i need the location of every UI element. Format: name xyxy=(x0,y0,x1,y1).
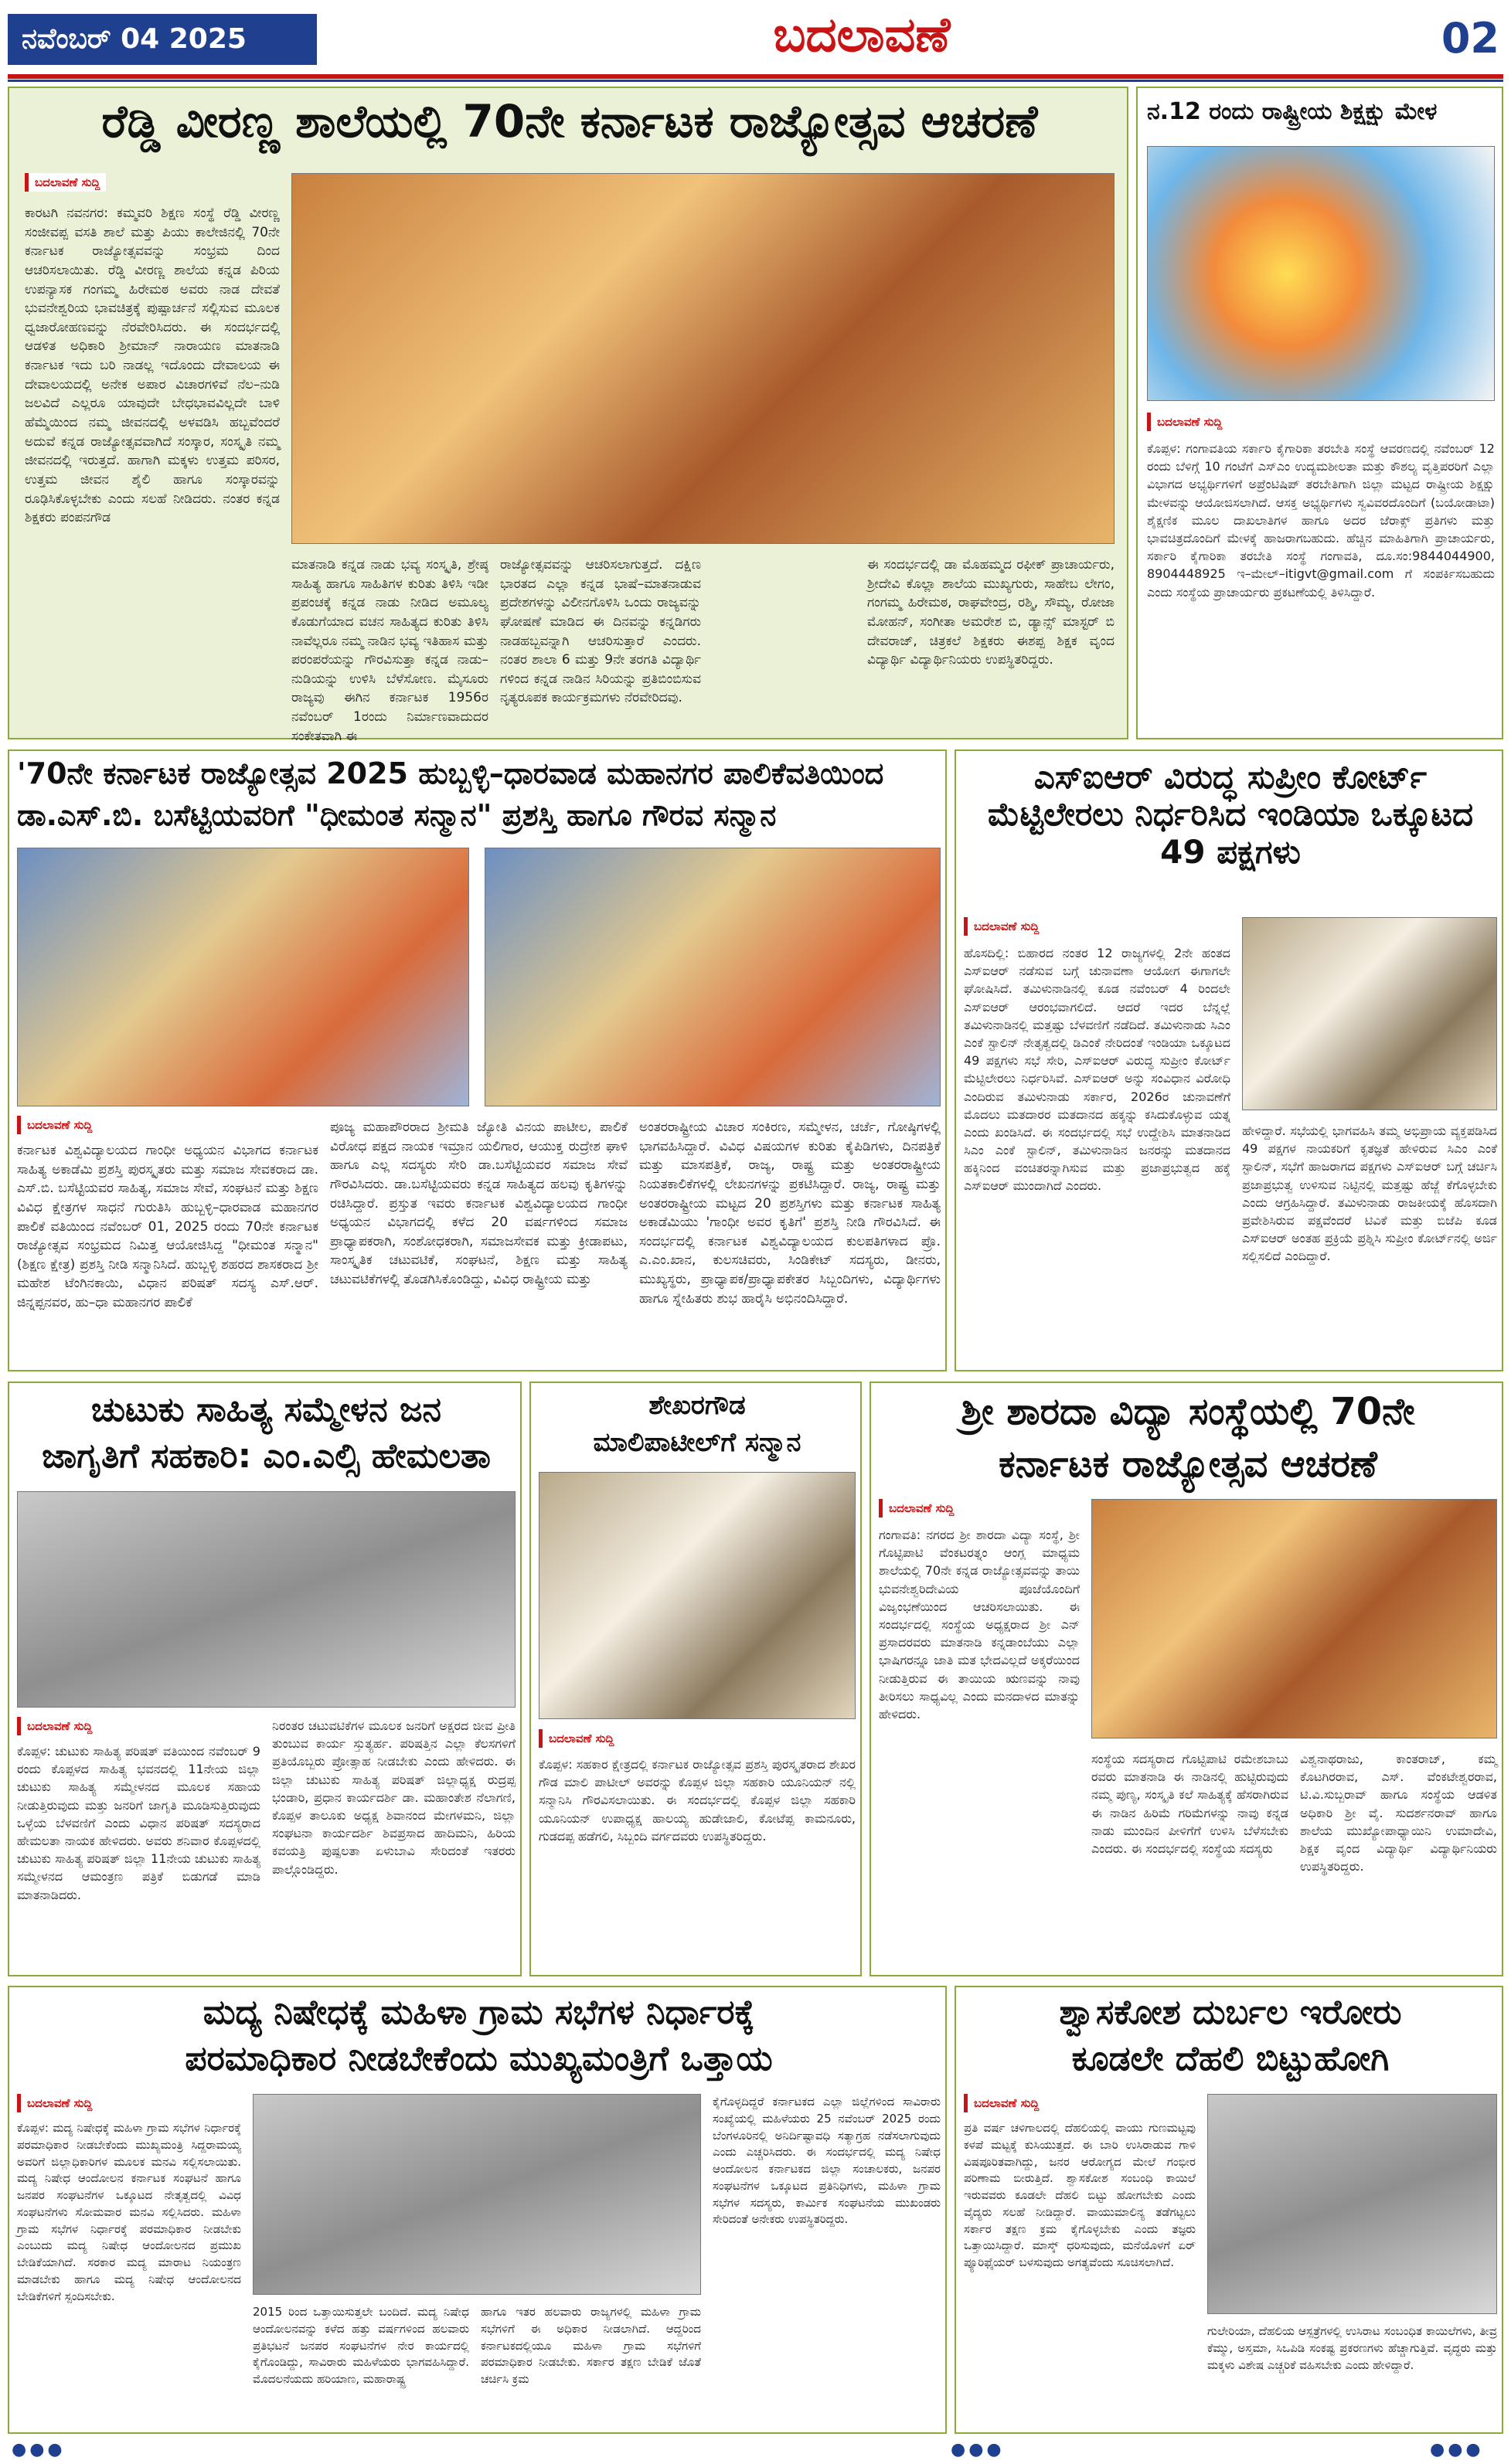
article-delhi-pollution xyxy=(955,1986,1503,2434)
article-headline: ರೆಡ್ಡಿ ವೀರಣ್ಣ ಶಾಲೆಯಲ್ಲಿ 70ನೇ ಕರ್ನಾಟಕ ರಾಜ್ಯೋತ್ಸವ ಆಚರಣೆ xyxy=(101,95,1038,148)
article-sharada-vidya xyxy=(870,1382,1503,1976)
article-column: ಗಂಗಾವತಿ: ನಗರದ ಶ್ರೀ ಶಾರದಾ ವಿದ್ಯಾ ಸಂಸ್ಥೆ, ಶ್ರೀ ಗೊಟ್ಟಿಪಾಟಿ ವೆಂಕಟರತ್ನಂ ಆಂಗ್ಲ ಮಾಧ್ಯಮ ಶಾಲೆಯಲ್ಲಿ 70ನೇ ಕನ್ನಡ ರಾಜ್ಯೋತ್ಸವವನ್ನು ತಾಯಿ ಭುವನೇಶ್ವರಿದೇವಿಯ ಪೂಜೆಯೊಂದಿಗೆ ವಿಜೃಂಭಣೆಯಿಂದ ಆಚರಿಸಲಾಯಿತು. ಈ ಸಂದರ್ಭದಲ್ಲಿ ಸಂಸ್ಥೆಯ ಅಧ್ಯಕ್ಷರಾದ ಶ್ರೀ ಎನ್ ಪ್ರಸಾದರವರು ಮಾತನಾಡಿ ಕನ್ನಡಾಂಬೆಯು ಎಲ್ಲಾ ಭಾಷಿಗರನ್ನೂ ಜಾತಿ ಮತ ಭೇದವಿಲ್ಲದೆ ಅಕ್ಕರೆಯಿಂದ ನೀಡುತ್ತಿರುವ ಈ ತಾಯಿಯ ಋಣವನ್ನು ನಾವು ತೀರಿಸಲು ಸಾಧ್ಯವಿಲ್ಲ ಎಂದು ಮನದಾಳದ ಮಾತನ್ನು ಹೇಳಿದರು. xyxy=(879,1528,1080,1721)
article-headline: ಡಾ.ಎಸ್.ಬಿ. ಬಸೆಟ್ಟಿಯವರಿಗೆ "ಧೀಮಂತ ಸನ್ಮಾನ" ಪ್ರಶಸ್ತಿ ಹಾಗೂ ಗೌರವ ಸನ್ಮಾನ xyxy=(17,798,777,832)
article-headline: ನ.12 ರಂದು ರಾಷ್ಟ್ರೀಯ ಶಿಕ್ಷಕ್ಷು ಮೇಳ xyxy=(1147,98,1438,125)
article-column: ಕರ್ನಾಟಕ ವಿಶ್ವವಿದ್ಯಾಲಯದ ಗಾಂಧೀ ಅಧ್ಯಯನ ವಿಭಾಗದ ಕರ್ನಾಟಕ ಸಾಹಿತ್ಯ ಅಕಾಡೆಮಿ ಪ್ರಶಸ್ತಿ ಪುರಸ್ಕೃತರು ಮತ್ತು ಸಮಾಜ ಸೇವಕರಾದ ಡಾ. ಎಸ್.ಬಿ. ಬಸೆಟ್ಟಿಯವರ ಸಾಹಿತ್ಯ, ಸಮಾಜ ಸೇವೆ, ಸಂಘಟನೆ ಮತ್ತು ಶಿಕ್ಷಣ ವಿವಿಧ ಕ್ಷೇತ್ರಗಳ ಸಾಧನೆ ಗುರುತಿಸಿ ಹುಬ್ಬಳ್ಳಿ–ಧಾರವಾಡ ಮಹಾನಗರ ಪಾಲಿಕೆ ವತಿಯಿಂದ ನವೆಂಬರ್ 01, 2025 ರಂದು 70ನೇ ಕರ್ನಾಟಕ ರಾಜ್ಯೋತ್ಸವ ಸಂಭ್ರಮದ ನಿಮಿತ್ತ ಆಯೋಜಿಸಿದ್ದ "ಧೀಮಂತ ಸನ್ಮಾನ"(ಶಿಕ್ಷಣ ಕ್ಷೇತ್ರ) ಪ್ರಶಸ್ತಿ ನೀಡಿ ಸನ್ಮಾನಿಸಿದೆ. ಹುಬ್ಬಳ್ಳಿ ಶಹರದ ಶಾಸಕರಾದ ಶ್ರೀ ಮಹೇಶ ಟೆಂಗಿನಕಾಯಿ, ವಿಧಾನ ಪರಿಷತ್ ಸದಸ್ಯ ಎಸ್.ಆರ್. ಜಿನ್ನಪ್ಪನವರ, ಹು–ಧಾ ಮಹಾನಗರ ಪಾಲಿಕೆ xyxy=(17,1143,318,1311)
byline: ಬದಲಾವಣೆ ಸುದ್ದಿ xyxy=(17,1717,98,1735)
masthead-rule-secondary xyxy=(8,80,1503,82)
article-column: ನಿರಂತರ ಚಟುವಟಿಕೆಗಳ ಮೂಲಕ ಜನರಿಗೆ ಅಕ್ಷರದ ಜೀವ ಪ್ರೀತಿ ತುಂಬುವ ಕಾರ್ಯ ಸ್ತುತ್ಯರ್ಹ. ಪರಿಷತ್ತಿನ ಎಲ್ಲಾ ಕೆಲಸಗಳಿಗೆ ಪ್ರತಿಯೊಬ್ಬರು ಪ್ರೋತ್ಸಾಹ ನೀಡಬೇಕು ಎಂದು ಹೇಳಿದರು. ಈ ಜಿಲ್ಲಾ ಚುಟುಕು ಸಾಹಿತ್ಯ ಪರಿಷತ್ ಜಿಲ್ಲಾಧ್ಯಕ್ಷ ರುದ್ರಪ್ಪ ಭಂಡಾರಿ, ಪ್ರಧಾನ ಕಾರ್ಯದರ್ಶಿ ಡಾ. ಮಹಾಂತೇಶ ನೆಲಾಗಣಿ, ಕೊಪ್ಪಳ ತಾಲೂಕು ಅಧ್ಯಕ್ಷ ಶಿವಾನಂದ ಮೇಗಳಮನಿ, ಜಿಲ್ಲಾ ಸಂಘಟನಾ ಕಾರ್ಯದರ್ಶಿ ಶಿವಪ್ರಸಾದ ಹಾದಿಮನಿ, ಹಿರಿಯ ಕವಯತ್ರಿ ಪುಷ್ಪಲತಾ ಏಳುಬಾವಿ ಸೇರಿದಂತೆ ಇತರರು ಪಾಲ್ಗೊಂಡಿದ್ದರು. xyxy=(272,1718,516,1877)
release-event-photo xyxy=(17,1491,516,1708)
page-number: 02 xyxy=(1441,14,1499,63)
article-shikshaku-mela xyxy=(1136,87,1503,739)
article-shekhargouda xyxy=(529,1382,862,1976)
article-body: ಕೊಪ್ಪಳ: ಸಹಕಾರ ಕ್ಷೇತ್ರದಲ್ಲಿ ಕರ್ನಾಟಕ ರಾಜ್ಯೋತ್ಸವ ಪ್ರಶಸ್ತಿ ಪುರಸ್ಕೃತರಾದ ಶೇಖರ ಗೌಡ ಮಾಲಿ ಪಾಟೀಲ್ ಅವರನ್ನು ಕೊಪ್ಪಳ ಜಿಲ್ಲಾ ಸಹಕಾರಿ ಯೂನಿಯನ್ ನಲ್ಲಿ ಸನ್ಮಾನಿಸಿ ಗೌರವಿಸಲಾಯಿತು. ಈ ಸಂದರ್ಭದಲ್ಲಿ ಕೊಪ್ಪಳ ಜಿಲ್ಲಾ ಸಹಕಾರಿ ಯೂನಿಯನ್ ಉಪಾಧ್ಯಕ್ಷ ಹಾಲಯ್ಯ ಹುಡೇಜಾಲಿ, ಕೋಟೆಪ್ಪ ಕಾಮನೂರು, ಗುಡದಪ್ಪ ಹಡೆಗಲಿ, ಸಿಬ್ಬಂದಿ ವರ್ಗದವರು ಉಪಸ್ಥಿತರಿದ್ದರು. xyxy=(539,1757,856,1844)
article-column: ಕಾರಟಗಿ ನವನಗರ: ಕಮ್ಮವರಿ ಶಿಕ್ಷಣ ಸಂಸ್ಥೆ ರೆಡ್ಡಿ ವೀರಣ್ಣ ಸಂಜೀವಪ್ಪ ವಸತಿ ಶಾಲೆ ಮತ್ತು ಪಿಯು ಕಾಲೇಜಿನಲ್ಲಿ 70ನೇ ಕರ್ನಾಟಕ ರಾಜ್ಯೋತ್ಸವವನ್ನು ಸಂಭ್ರಮ ದಿಂದ ಆಚರಿಸಲಾಯಿತು. ರೆಡ್ಡಿ ವೀರಣ್ಣ ಶಾಲೆಯ ಕನ್ನಡ ಪಿರಿಯ ಉಪನ್ಯಾಸಕ ಗಂಗಮ್ಮ ಹಿರೇಮಠ ಅವರು ನಾಡ ದೇವತೆ ಭುವನೇಶ್ವರಿಯ ಭಾವಚಿತ್ರಕ್ಕೆ ಪುಷ್ಪಾರ್ಚನೆ ಸಲ್ಲಿಸುವ ಮೂಲಕ ಧ್ವಜಾರೋಹಣವನ್ನು ನೆರವೇರಿಸಿದರು. ಈ ಸಂದರ್ಭದಲ್ಲಿ ಆಡಳಿತ ಅಧಿಕಾರಿ ಶ್ರೀಮಾನ್ ನಾರಾಯಣ ಮಾತನಾಡಿ ಕರ್ನಾಟಕ ಇದು ಬರಿ ನಾಡಲ್ಲ ಇದೊಂದು ದೇವಾಲಯ ಈ ದೇವಾಲಯದಲ್ಲಿ ಅನೇಕ ಅಪಾರ ವಿಚಾರಗಳಿವೆ ನೆಲ–ನುಡಿ ಜಲವಿದೆ ಎಲ್ಲರೂ ಯಾವುದೇ ಬೇಧಭಾವವಿಲ್ಲದೇ ಬಾಳಿ ಹೆಮ್ಮೆಯಿಂದ ನಮ್ಮ ಜೀವನದಲ್ಲಿ ಅಳವಡಿಸಿ ಹಬ್ಬವೆಂದರೆ ಅದುವೆ ಕನ್ನಡ ರಾಜ್ಯೋತ್ಸವವಾಗಿದೆ ಸಂಸ್ಕಾರ, ಸಂಸ್ಕೃತಿ ನಮ್ಮ ಜೀವನದಲ್ಲಿ ಇರುತ್ತದೆ. ಹಾಗಾಗಿ ಮಕ್ಕಳು ಉತ್ತಮ ಪರಿಸರ, ಉತ್ತಮ ಜೀವನ ಶೈಲಿ ಹಾಗೂ ಸಂಸ್ಕಾರವನ್ನು ರೂಢಿಸಿಕೊಳ್ಳಬೇಕು ಎಂದು ಸಲಹೆ ನೀಡಿದರು. ನಂತರ ಕನ್ನಡ ಶಿಕ್ಷಕರು ಪಂಪನಗೌಡ xyxy=(25,206,280,526)
article-column: ಪೂಜ್ಯ ಮಹಾಪೌರರಾದ ಶ್ರೀಮತಿ ಜ್ಯೋತಿ ವಿನಯ ಪಾಟೀಲ, ಪಾಲಿಕೆ ವಿರೋಧ ಪಕ್ಷದ ನಾಯಕ ಇಮ್ರಾನ ಯಲಿಗಾರ, ಆಯುಕ್ತ ರುದ್ರೇಶ ಘಾಳಿ ಹಾಗೂ ಎಲ್ಲ ಸದಸ್ಯರು ಸೇರಿ ಡಾ.ಬಸೆಟ್ಟಿಯವರ ಸಮಾಜ ಸೇವೆ ಗೌರವಿಸಿದರು. ಡಾ.ಬಸೆಟ್ಟಿಯವರು ಕನ್ನಡ ಸಾಹಿತ್ಯದ ಹಲವು ಕೃತಿಗಳನ್ನು ರಚಿಸಿದ್ದಾರೆ. ಪ್ರಸ್ತುತ ಇವರು ಕರ್ನಾಟಕ ವಿಶ್ವವಿದ್ಯಾಲಯದ ಗಾಂಧೀ ಅಧ್ಯಯನ ವಿಭಾಗದಲ್ಲಿ ಕಳೆದ 20 ವರ್ಷಗಳಿಂದ ಸಮಾಜ ಪ್ರಾಧ್ಯಾಪಕರಾಗಿ, ಸಂಶೋಧಕರಾಗಿ, ಸಮಾಜಸೇವಕ ಮತ್ತು ಕ್ರೀಡಾಪಟು, ಸಾಂಸ್ಕೃತಿಕ ಚಟುವಟಿಕೆ, ಸಂಘಟನೆ, ಶಿಕ್ಷಣ ಮತ್ತು ಸಾಹಿತ್ಯ ಚಟುವಟಿಕೆಗಳಲ್ಲಿ ತೊಡಗಿಸಿಕೊಂಡಿದ್ದು, ವಿವಿಧ ರಾಷ್ಟ್ರೀಯ ಮತ್ತು xyxy=(330,1120,628,1288)
byline: ಬದಲಾವಣೆ ಸುದ್ದಿ xyxy=(25,173,106,192)
school-celebration-photo xyxy=(1091,1499,1497,1738)
article-column: ಮಾತನಾಡಿ ಕನ್ನಡ ನಾಡು ಭವ್ಯ ಸಂಸ್ಕೃತಿ, ಶ್ರೇಷ್ಠ ಸಾಹಿತ್ಯ ಹಾಗೂ ಸಾಹಿತಿಗಳ ಕುರಿತು ತಿಳಿಸಿ ಇಡೀ ಪ್ರಪಂಚಕ್ಕೆ ಕನ್ನಡ ನಾಡು ನೀಡಿದ ಅಮೂಲ್ಯ ಕೊಡುಗೆಯಾದ ವಚನ ಸಾಹಿತ್ಯದ ಕುರಿತು ತಿಳಿಸಿ ನಾವೆಲ್ಲರೂ ನಮ್ಮ ನಾಡಿನ ಭವ್ಯ ಇತಿಹಾಸ ಮತ್ತು ಪರಂಪರೆಯನ್ನು ಗೌರವಿಸುತ್ತಾ ಕನ್ನಡ ನಾಡು–ನುಡಿಯನ್ನು ಉಳಿಸಿ ಬೆಳೆಸೋಣ. ಮೈಸೂರು ರಾಜ್ಯವು ಈಗಿನ ಕರ್ನಾಟಕ 1956ರ ನವೆಂಬರ್ 1ರಂದು ನಿರ್ಮಾಣವಾದುದರ ಸಂಕೇತವಾಗಿ ಈ xyxy=(291,557,488,744)
footer-dots: ●●● xyxy=(12,2440,66,2459)
article-headline: ಎಸ್‌ಐಆರ್ ವಿರುದ್ಧ ಸುಪ್ರೀಂ ಕೋರ್ಟ್ ಮೆಟ್ಟಿಲೇರಲು ನಿರ್ಧರಿಸಿದ ಇಂಡಿಯಾ ಒಕ್ಕೂಟದ 49 ಪಕ್ಷಗಳು xyxy=(987,758,1474,871)
byline: ಬದಲಾವಣೆ ಸುದ್ದಿ xyxy=(17,2094,98,2112)
article-column: ರಾಜ್ಯೋತ್ಸವವನ್ನು ಆಚರಿಸಲಾಗುತ್ತದೆ. ದಕ್ಷಿಣ ಭಾರತದ ಎಲ್ಲಾ ಕನ್ನಡ ಭಾಷೆ–ಮಾತನಾಡುವ ಪ್ರದೇಶಗಳನ್ನು ವಿಲೀನಗೊಳಿಸಿ ಒಂದು ರಾಜ್ಯವನ್ನು ಘೋಷಣೆ ಮಾಡಿದ ಈ ದಿನವನ್ನು ಕನ್ನಡಿಗರು ನಾಡಹಬ್ಬವನ್ನಾಗಿ ಆಚರಿಸುತ್ತಾರೆ ಎಂದರು. ನಂತರ ಶಾಲಾ 6 ಮತ್ತು 9ನೇ ತರಗತಿ ವಿದ್ಯಾರ್ಥಿ ಗಳಿಂದ ಕನ್ನಡ ನಾಡಿನ ಸಿರಿಯನ್ನು ಪ್ರತಿಬಿಂಬಿಸುವ ನೃತ್ಯರೂಪಕ ಕಾರ್ಯಕ್ರಮಗಳು ನೆರವೇರಿದವು. xyxy=(500,557,701,706)
newspaper-logo: ಬದಲಾವಣೆ xyxy=(773,6,951,63)
education-illustration xyxy=(1147,146,1495,401)
article-column: ಗುಲೇರಿಯಾ, ದೆಹಲಿಯ ಆಸ್ಪತ್ರೆಗಳಲ್ಲಿ ಉಸಿರಾಟ ಸಂಬಂಧಿತ ಕಾಯಿಲೆಗಳು, ತೀವ್ರ ಕೆಮ್ಮು, ಅಸ್ತಮಾ, ಸಿಒಪಿಡಿ ಸಂಕಷ್ಟ ಪ್ರಕರಣಗಳು ಹೆಚ್ಚಾಗುತ್ತಿವೆ. ವೃದ್ಧರು ಮತ್ತು ಮಕ್ಕಳು ವಿಶೇಷ ಎಚ್ಚರಿಕೆ ವಹಿಸಬೇಕು ಎಂದು ಹೇಳಿದ್ದಾರೆ. xyxy=(1207,2324,1497,2372)
smog-traffic-photo xyxy=(1207,2094,1497,2314)
article-body: ಕೊಪ್ಪಳ: ಗಂಗಾವತಿಯ ಸರ್ಕಾರಿ ಕೈಗಾರಿಕಾ ತರಬೇತಿ ಸಂಸ್ಥೆ ಆವರಣದಲ್ಲಿ ನವೆಂಬರ್ 12 ರಂದು ಬೆಳಿಗ್ಗೆ 10 ಗಂಟೆಗೆ ಎಸ್‌ಎಂ ಉದ್ಯಮಶೀಲತಾ ಮತ್ತು ಕೌಶಲ್ಯ ವೃತ್ತಿಪರರಿಗೆ ಎಲ್ಲಾ ವಿಭಾಗದ ಅಭ್ಯರ್ಥಿಗಳಿಗೆ ಅಪ್ರೆಂಟಿಷಿಪ್ ತರಬೇತಿಗಾಗಿ ಜಿಲ್ಲಾ ಮಟ್ಟದ ರಾಷ್ಟ್ರೀಯ ಶಿಕ್ಷಕ್ಷು ಮೇಳವನ್ನು ಆಯೋಜಿಸಲಾಗಿದೆ. ಆಸಕ್ತ ಅಭ್ಯರ್ಥಿಗಳು ಸ್ವವಿವರದೊಂದಿಗೆ (ಬಯೋಡಾಟಾ) ಶೈಕ್ಷಣಿಕ ಮೂಲ ದಾಖಲಾತಿಗಳ ಹಾಗೂ ಅದರ ಜೆರಾಕ್ಸ್ ಪ್ರತಿಗಳು ಮತ್ತು ಭಾವಚಿತ್ರದೊಂದಿಗೆ ಮೇಳಕ್ಕೆ ಹಾಜರಾಗಬಹುದು. ಹೆಚ್ಚಿನ ಮಾಹಿತಿಗಾಗಿ ಪ್ರಾಚಾರ್ಯರು, ಸರ್ಕಾರಿ ಕೈಗಾರಿಕಾ ತರಬೇತಿ ಸಂಸ್ಥೆ ಗಂಗಾವತಿ, ದೂ.ಸಂ:9844044900, 8904448925 ಇ–ಮೇಲ್–itigvt@gmail.com ಗೆ ಸಂಪರ್ಕಿಸಬಹುದು ಎಂದು ಸಂಸ್ಥೆಯ ಪ್ರಾಚಾರ್ಯರು ಪ್ರಕಟಣೆಯಲ್ಲಿ ತಿಳಿಸಿದ್ದಾರೆ. xyxy=(1147,441,1495,600)
article-column: ಈ ಸಂದರ್ಭದಲ್ಲಿ ಡಾ ಮೊಹಮ್ಮದ ರಫೀಕ್ ಪ್ರಾಚಾರ್ಯರು, ಶ್ರೀದೇವಿ ಕೊಲ್ಲಾ ಶಾಲೆಯ ಮುಖ್ಯಗುರು, ಸಾಹೇಬ ಲೇಗಂ, ಗಂಗಮ್ಮ ಹಿರೇಮಠ, ರಾಘವೇಂದ್ರ, ರಶ್ಮಿ, ಸೌಮ್ಯ, ರೋಜಾ ಮೋಹನ್, ಸಂಗೀತಾ ಅಮರೇಶ ಬಿ, ಡ್ಯಾನ್ಸ್ ಮಾಸ್ಟರ್ ಬಿ ದೇವರಾಜ್, ಚಿತ್ರಕಲೆ ಶಿಕ್ಷಕರು ಈಶಪ್ಪ ಶಿಕ್ಷಕ ವೃಂದ ವಿದ್ಯಾರ್ಥಿ ವಿದ್ಯಾರ್ಥಿನಿಯರು ಉಪಸ್ಥಿತರಿದ್ದರು. xyxy=(867,557,1115,668)
article-column: ಅಂತರರಾಷ್ಟ್ರೀಯ ವಿಚಾರ ಸಂಕಿರಣ, ಸಮ್ಮೇಳನ, ಚರ್ಚೆ, ಗೋಷ್ಠಿಗಳಲ್ಲಿ ಭಾಗವಹಿಸಿದ್ದಾರೆ. ವಿವಿಧ ವಿಷಯಗಳ ಕುರಿತು ಕೈಪಿಡಿಗಳು, ದಿನಪತ್ರಿಕೆ ಮತ್ತು ಮಾಸಪತ್ರಿಕೆ, ರಾಜ್ಯ, ರಾಷ್ಟ್ರ ಮತ್ತು ಅಂತರರಾಷ್ಟ್ರೀಯ ನಿಯತಕಾಲಿಕೆಗಳಲ್ಲಿ ಲೇಖನಗಳನ್ನು ಪ್ರಕಟಿಸಿದ್ದಾರೆ. ರಾಜ್ಯ, ರಾಷ್ಟ್ರ ಮತ್ತು ಅಂತರರಾಷ್ಟ್ರೀಯ ಮಟ್ಟದ 20 ಪ್ರಶಸ್ತಿಗಳು ಮತ್ತು ಕರ್ನಾಟಕ ಸಾಹಿತ್ಯ ಅಕಾಡೆಮಿಯು 'ಗಾಂಧೀ ಅವರ ಕೃತಿಗೆ' ಪ್ರಶಸ್ತಿ ನೀಡಿ ಗೌರವಿಸಿದೆ. ಈ ಸಂದರ್ಭದಲ್ಲಿ ಕರ್ನಾಟಕ ವಿಶ್ವವಿದ್ಯಾಲಯದ ಕುಲಪತಿಗಳಾದ ಪ್ರೊ. ಎ.ಎಂ.ಖಾನ, ಕುಲಸಚಿವರು, ಸಿಂಡಿಕೇಟ್ ಸದಸ್ಯರು, ಡೀನರು, ಮುಖ್ಯಸ್ಥರು, ಪ್ರಾಧ್ಯಾಪಕ/ಪ್ರಾಧ್ಯಾಪಕೇತರ ಸಿಬ್ಬಂದಿಗಳು, ವಿದ್ಯಾರ್ಥಿಗಳು ಹಾಗೂ ಸ್ನೇಹಿತರು ಶುಭ ಹಾರೈಸಿ ಅಭಿನಂದಿಸಿದ್ದಾರೆ. xyxy=(639,1120,941,1307)
article-reddy-veeranna xyxy=(8,87,1128,744)
article-column: ಹಾಗೂ ಇತರ ಹಲವಾರು ರಾಜ್ಯಗಳಲ್ಲಿ ಮಹಿಳಾ ಗ್ರಾಮ ಸಭೆಗಳಿಗೆ ಈ ಅಧಿಕಾರ ನೀಡಲಾಗಿದೆ. ಆದ್ದರಿಂದ ಕರ್ನಾಟಕದಲ್ಲಿಯೂ ಮಹಿಳಾ ಗ್ರಾಮ ಸಭೆಗಳಿಗೆ ಪರಮಾಧಿಕಾರ ನೀಡಬೇಕು. ಸರ್ಕಾರ ತಕ್ಷಣ ಬೇಡಿಕೆ ಜೊತೆ ಚರ್ಚಿಸಿ ಕ್ರಮ xyxy=(481,2305,701,2386)
article-headline: ಮದ್ಯ ನಿಷೇಧಕ್ಕೆ ಮಹಿಳಾ ಗ್ರಾಮ ಸಭೆಗಳ ನಿರ್ಧಾರಕ್ಕೆ xyxy=(202,1993,755,2032)
byline: ಬದಲಾವಣೆ ಸುದ್ದಿ xyxy=(539,1729,620,1748)
article-liquor-ban xyxy=(8,1986,947,2434)
article-column: ವಿಶ್ವನಾಥರಾಜು, ಕಾಂತರಾಜ್, ಕಮ್ಮ ಕೊಟಗಿರರಾವ, ಎಸ್. ವೆಂಕಟೇಶ್ವರರಾವ, ಟಿ.ವಿ.ಸುಬ್ಬರಾವ್ ಹಾಗೂ ಸಂಸ್ಥೆಯ ಆಡಳಿತ ಅಧಿಕಾರಿ ಶ್ರೀ ವೈ. ಸುದರ್ಶನರಾವ್ ಹಾಗೂ ಶಾಲೆಯ ಮುಖ್ಯೋಪಾಧ್ಯಾಯಿನಿ ಉಮಾದೇವಿ, ಶಿಕ್ಷಕ ವೃಂದ ವಿದ್ಯಾರ್ಥಿ ವಿದ್ಯಾರ್ಥಿನಿಯರು ಉಪಸ್ಥಿತರಿದ್ದರು. xyxy=(1300,1752,1497,1874)
article-column: ಕೊಪ್ಪಳ: ಮದ್ಯ ನಿಷೇಧಕ್ಕೆ ಮಹಿಳಾ ಗ್ರಾಮ ಸಭೆಗಳ ನಿರ್ಧಾರಕ್ಕೆ ಪರಮಾಧಿಕಾರ ನೀಡಬೇಕೆಂದು ಮುಖ್ಯಮಂತ್ರಿ ಸಿದ್ದರಾಮಯ್ಯ ಅವರಿಗೆ ಜಿಲ್ಲಾಧಿಕಾರಿಗಳ ಮೂಲಕ ಮನವಿ ಸಲ್ಲಿಸಲಾಯಿತು. ಮದ್ಯ ನಿಷೇಧ ಆಂದೋಲನ ಕರ್ನಾಟಕ ಸಂಘಟನೆ ಹಾಗೂ ಜನಪರ ಸಂಘಟನೆಗಳ ಒಕ್ಕೂಟದ ನೇತೃತ್ವದಲ್ಲಿ ವಿವಿಧ ಸಂಘಟನೆಗಳು ಸೋಮವಾರ ಮನವಿ ಸಲ್ಲಿಸಿದರು. ಮಹಿಳಾ ಗ್ರಾಮ ಸಭೆಗಳ ನಿರ್ಧಾರಕ್ಕೆ ಪರಮಾಧಿಕಾರ ನೀಡಬೇಕು ಎಂಬುದು ಮದ್ಯ ನಿಷೇಧ ಆಂದೋಲನದ ಪ್ರಮುಖ ಬೇಡಿಕೆಯಾಗಿದೆ. ಸರಕಾರ ಮದ್ಯ ಮಾರಾಟ ನಿಯಂತ್ರಣ ಮಾಡಬೇಕು ಹಾಗೂ ಮದ್ಯ ನಿಷೇಧ ಆಂದೋಲನದ ಬೇಡಿಕೆಗಳಿಗೆ ಸ್ಪಂದಿಸಬೇಕು. xyxy=(17,2121,241,2303)
article-headline: ಪರಮಾಧಿಕಾರ ನೀಡಬೇಕೆಂದು ಮುಖ್ಯಮಂತ್ರಿಗೆ ಒತ್ತಾಯ xyxy=(185,2039,773,2078)
byline: ಬದಲಾವಣೆ ಸುದ್ದಿ xyxy=(964,917,1045,936)
article-column: ಕೊಪ್ಪಳ: ಚುಟುಕು ಸಾಹಿತ್ಯ ಪರಿಷತ್ ವತಿಯಿಂದ ನವೆಂಬರ್ 9 ರಂದು ಕೊಪ್ಪಳದ ಸಾಹಿತ್ಯ ಭವನದಲ್ಲಿ 11ನೇಯ ಜಿಲ್ಲಾ ಚುಟುಕು ಸಾಹಿತ್ಯ ಸಮ್ಮೇಳನದ ಮೂಲಕ ಸಹಾಯ ನೀಡುತ್ತಿರುವುದು ಮತ್ತು ಜನರಿಗೆ ಜಾಗೃತಿ ಮೂಡಿಸುತ್ತಿರುವುದು ಒಳ್ಳೆಯ ಬೆಳವಣಿಗೆ ಎಂದು ವಿಧಾನ ಪರಿಷತ್ ಸದಸ್ಯರಾದ ಹೇಮಲತಾ ನಾಯಕ ಹೇಳಿದರು. ಅವರು ಶನಿವಾರ ಕೊಪ್ಪಳದಲ್ಲಿ ಚುಟುಕು ಸಾಹಿತ್ಯ ಪರಿಷತ್ ಜಿಲ್ಲಾ 11ನೇಯ ಚುಟುಕು ಸಾಹಿತ್ಯ ಸಮ್ಮೇಳನದ ಆಮಂತ್ರಣ ಪತ್ರಿಕೆ ಬಿಡುಗಡೆ ಮಾಡಿ ಮಾತನಾಡಿದರು. xyxy=(17,1744,260,1902)
article-headline: ಮಾಲಿಪಾಟೀಲ್‌ಗೆ ಸನ್ಮಾನ xyxy=(593,1427,801,1458)
memorandum-photo xyxy=(253,2094,701,2295)
meeting-photo xyxy=(1242,917,1497,1110)
article-column: 2015 ರಿಂದ ಒತ್ತಾಯಿಸುತ್ತಲೇ ಬಂದಿದೆ. ಮದ್ಯ ನಿಷೇಧ ಆಂದೋಲನವನ್ನು ಕಳೆದ ಹತ್ತು ವರ್ಷಗಳಿಂದ ಹಲವಾರು ಪ್ರತಿಭಟನೆ ಜನಪರ ಸಂಘಟನೆಗಳ ನೇರ ಕಾರ್ಯದಲ್ಲಿ ಕೈಗೊಂಡಿದ್ದು, ಸಾವಿರಾರು ಮಹಿಳೆಯರು ಭಾಗವಹಿಸಿದ್ದಾರೆ. ಮೊದಲನೆಯದು ಹರಿಯಾಣ, ಮಹಾರಾಷ್ಟ್ರ xyxy=(253,2305,469,2386)
masthead-rule xyxy=(8,74,1503,79)
article-column: ಕೈಗೊಳ್ಳದಿದ್ದರೆ ಕರ್ನಾಟಕದ ಎಲ್ಲಾ ಜಿಲ್ಲೆಗಳಿಂದ ಸಾವಿರಾರು ಸಂಖ್ಯೆಯಲ್ಲಿ ಮಹಿಳೆಯರು 25 ನವೆಂಬರ್ 2025 ರಂದು ಬೆಂಗಳೂರಿನಲ್ಲಿ ಅನಿರ್ದಿಷ್ಟಾವಧಿ ಸತ್ಯಾಗ್ರಹ ನಡೆಸಲಾಗುವುದು ಎಂದು ಎಚ್ಚರಿಸಿದರು. ಈ ಸಂದರ್ಭದಲ್ಲಿ ಮದ್ಯ ನಿಷೇಧ ಆಂದೋಲನ ಕರ್ನಾಟಕದ ಜಿಲ್ಲಾ ಸಂಚಾಲಕರು, ಜನಪರ ಸಂಘಟನೆಗಳ ಒಕ್ಕೂಟದ ಪ್ರತಿನಿಧಿಗಳು, ಮಹಿಳಾ ಗ್ರಾಮ ಸಭೆಗಳ ಸದಸ್ಯರು, ಕಾರ್ಮಿಕ ಸಂಘಟನೆಯ ಮುಖಂಡರು ಸೇರಿದಂತೆ ಅನೇಕರು ಉಪಸ್ಥಿತರಿದ್ದರು. xyxy=(713,2095,941,2227)
article-dheemanta-sanmana xyxy=(8,749,947,1371)
article-headline: ಶ್ರೀ ಶಾರದಾ ವಿದ್ಯಾ ಸಂಸ್ಥೆಯಲ್ಲಿ 70ನೇ xyxy=(961,1390,1415,1433)
article-headline: ಜಾಗೃತಿಗೆ ಸಹಕಾರಿ: ಎಂ.ಎಲ್ಸಿ ಹೇಮಲತಾ xyxy=(42,1436,491,1476)
masthead-date: ನವೆಂಬರ್ 04 2025 xyxy=(8,14,317,65)
felicitation-photo xyxy=(539,1472,856,1719)
byline: ಬದಲಾವಣೆ ಸುದ್ದಿ xyxy=(879,1499,960,1517)
article-column: ಸಂಸ್ಥೆಯ ಸದಸ್ಯರಾದ ಗೊಟ್ಟಿಪಾಟಿ ರಮೇಶಬಾಬು ರವರು ಮಾತನಾಡಿ ಈ ನಾಡಿನಲ್ಲಿ ಹುಟ್ಟಿರುವುದು ನಮ್ಮ ಪುಣ್ಯ, ಸಂಸ್ಕೃತಿ ಕಲೆ ಸಾಹಿತ್ಯಕ್ಕೆ ಹೆಸರಾಗಿರುವ ಈ ನಾಡಿನ ಹಿರಿಮೆ ಗರಿಮೆಗಳನ್ನು ನಾವು ಕನ್ನಡ ನಾಡು ಮುಂದಿನ ಪೀಳಿಗೆಗೆ ಉಳಿಸಿ ಬೆಳೆಸಬೇಕು ಎಂದರು. ಈ ಸಂದರ್ಭದಲ್ಲಿ ಸಂಸ್ಥೆಯ ಸದಸ್ಯರು xyxy=(1091,1752,1288,1856)
byline: ಬದಲಾವಣೆ ಸುದ್ದಿ xyxy=(17,1116,98,1134)
article-headline: '70ನೇ ಕರ್ನಾಟಕ ರಾಜ್ಯೋತ್ಸವ 2025 ಹುಬ್ಬಳ್ಳಿ–ಧಾರವಾಡ ಮಹಾನಗರ ಪಾಲಿಕೆವತಿಯಿಂದ xyxy=(17,756,884,790)
article-headline: ಶೇಖರಗೌಡ xyxy=(648,1390,746,1421)
celebration-photo xyxy=(291,173,1115,544)
award-ceremony-photo xyxy=(17,848,469,1106)
article-column: ಪ್ರತಿ ವರ್ಷ ಚಳಿಗಾಲದಲ್ಲಿ ದೆಹಲಿಯಲ್ಲಿ ವಾಯು ಗುಣಮಟ್ಟವು ಕಳಪೆ ಮಟ್ಟಕ್ಕೆ ಕುಸಿಯುತ್ತದೆ. ಈ ಬಾರಿ ಉಸಿರಾಡುವ ಗಾಳಿ ವಿಷಪೂರಿತವಾಗಿದ್ದು, ಜನರ ಆರೋಗ್ಯದ ಮೇಲೆ ಗಂಭೀರ ಪರಿಣಾಮ ಬೀರುತ್ತಿದೆ. ಶ್ವಾಸಕೋಶ ಸಂಬಂಧಿ ಕಾಯಿಲೆ ಇರುವವರು ಕೂಡಲೇ ದೆಹಲಿ ಬಿಟ್ಟು ಹೋಗಬೇಕು ಎಂದು ವೈದ್ಯರು ಸಲಹೆ ನೀಡಿದ್ದಾರೆ. ವಾಯುಮಾಲಿನ್ಯ ತಡೆಗಟ್ಟಲು ಸರ್ಕಾರ ತಕ್ಷಣ ಕ್ರಮ ಕೈಗೊಳ್ಳಬೇಕು ಎಂದು ತಜ್ಞರು ಒತ್ತಾಯಿಸಿದ್ದಾರೆ. ಮಾಸ್ಕ್ ಧರಿಸುವುದು, ಮನೆಯೊಳಗೆ ಏರ್ ಪ್ಯೂರಿಫೈಯರ್ ಬಳಸುವುದು ಅಗತ್ಯವೆಂದು ಸೂಚಿಸಲಾಗಿದೆ. xyxy=(964,2121,1196,2269)
article-column: ಹೊಸದಿಲ್ಲಿ: ಬಿಹಾರದ ನಂತರ 12 ರಾಜ್ಯಗಳಲ್ಲಿ 2ನೇ ಹಂತದ ಎಸ್‌ಐಆರ್ ನಡೆಸುವ ಬಗ್ಗೆ ಚುನಾವಣಾ ಆಯೋಗ ಈಗಾಗಲೇ ಘೋಷಿಸಿದೆ. ತಮಿಳುನಾಡಿನಲ್ಲಿ ಕೂಡ ನವೆಂಬರ್ 4 ರಿಂದಲೇ ಎಸ್‌ಐಆರ್ ಆರಂಭವಾಗಲಿದೆ. ಆದರೆ ಇದರ ಬೆನ್ನಲ್ಲೆ ತಮಿಳುನಾಡಿನಲ್ಲಿ ಮತ್ತಷ್ಟು ಬೆಳವಣಿಗೆ ನಡೆದಿದೆ. ತಮಿಳುನಾಡು ಸಿಎಂ ಎಂಕೆ ಸ್ಟಾಲಿನ್ ನೇತೃತ್ವದಲ್ಲಿ ಡಿಎಂಕೆ ನೇರಿದಂತೆ ಇಂಡಿಯಾ ಒಕ್ಕೂಟದ 49 ಪಕ್ಷಗಳು ಸಭೆ ಸೇರಿ, ಎಸ್‌ಐಆರ್ ವಿರುದ್ಧ ಸುಪ್ರೀಂ ಕೋರ್ಟ್ ಮೆಟ್ಟಿಲೇರಲು ನಿರ್ಧರಿಸಿವೆ. ಎಸ್‌ಐಆರ್ ಅನ್ನು ಸಂವಿಧಾನ ವಿರೋಧಿ ಎಂದಿರುವ ತಮಿಳುನಾಡು ಸರ್ಕಾರ, 2026ರ ಚುನಾವಣೆಗೆ ಮೊದಲು ಮತದಾರರ ಮತದಾನದ ಹಕ್ಕನ್ನು ಕಸಿದುಕೊಳ್ಳುವ ಯತ್ನ ಎಂದು ಖಂಡಿಸಿದೆ. ಈ ಸಂದರ್ಭದಲ್ಲಿ ಸಭೆ ಉದ್ದೇಶಿಸಿ ಮಾತನಾಡಿದ ಸಿಎಂ ಎಂಕೆ ಸ್ಟಾಲಿನ್, ತಮಿಳುನಾಡಿನ ಜನರನ್ನು ಮತದಾನದ ಹಕ್ಕಿನಿಂದ ವಂಚಿತರನ್ನಾಗಿಸುವ ಮತ್ತು ಪ್ರಜಾಪ್ರಭುತ್ವದ ಹಕ್ಕೆ ಎಸ್‌ಐಆರ್ ಮುಂದಾಗಿದೆ ಎಂದರು. xyxy=(964,946,1230,1194)
article-headline: ಕೂಡಲೇ ದೆಹಲಿ ಬಿಟ್ಟುಹೋಗಿ xyxy=(1071,2039,1390,2078)
article-headline: ಕರ್ನಾಟಕ ರಾಜ್ಯೋತ್ಸವ ಆಚರಣೆ xyxy=(999,1443,1377,1486)
article-headline: ಚುಟುಕು ಸಾಹಿತ್ಯ ಸಮ್ಮೇಳನ ಜನ xyxy=(90,1390,442,1429)
award-ceremony-photo xyxy=(485,848,941,1106)
footer-dots: ●●● xyxy=(951,2440,1005,2459)
article-column: ಹೇಳಿದ್ದಾರೆ. ಸಭೆಯಲ್ಲಿ ಭಾಗವಹಿಸಿ ತಮ್ಮ ಅಭಿಪ್ರಾಯ ವ್ಯಕ್ತಪಡಿಸಿದ 49 ಪಕ್ಷಗಳ ನಾಯಕರಿಗೆ ಕೃತಜ್ಞತೆ ಹೇಳಿರುವ ಸಿಎಂ ಎಂಕೆ ಸ್ಟಾಲಿನ್, ಸಭೆಗೆ ಹಾಜರಾಗದ ಪಕ್ಷಗಳು ಎಸ್‌ಐಆರ್ ಬಗ್ಗೆ ಚರ್ಚಿಸಿ ಪ್ರಜಾಪ್ರಭುತ್ವ ಉಳಿಸುವ ನಿಟ್ಟಿನಲ್ಲಿ ಮತ್ತಷ್ಟು ಹೆಜ್ಜೆ ಕೆಗೊಳ್ಳಬೇಕು ಎಂದು ಆಗ್ರಹಿಸಿದ್ದಾರೆ. ತಮಿಳುನಾಡು ರಾಜಕೀಯಕ್ಕೆ ಹೊಸದಾಗಿ ಪ್ರವೇಶಿಸಿರುವ ಪಕ್ಷವೆಂದರೆ ಟಿವಿಕೆ ಮತ್ತು ಬಿಜೆಪಿ ಕೂಡ ಎಸ್‌ಐಆರ್ ಅಂತಹ ಪ್ರಕ್ರಿಯೆ ಪ್ರಶ್ನಿಸಿ ಸುಪ್ರೀಂ ಕೋರ್ಟ್‌ನಲ್ಲಿ ಅರ್ಜಿ ಸಲ್ಲಿಸಲಿದೆ ಎಂದಿದ್ದಾರೆ. xyxy=(1242,1123,1497,1264)
article-headline: ಶ್ವಾಸಕೋಶ ದುರ್ಬಲ ಇರೋರು xyxy=(1059,1993,1402,2032)
byline: ಬದಲಾವಣೆ ಸುದ್ದಿ xyxy=(1147,413,1228,431)
article-sir-supreme-court xyxy=(955,749,1503,1371)
byline: ಬದಲಾವಣೆ ಸುದ್ದಿ xyxy=(964,2094,1045,2112)
article-chutuku-sammelana xyxy=(8,1382,522,1976)
footer-dots: ●●● xyxy=(1430,2440,1484,2459)
